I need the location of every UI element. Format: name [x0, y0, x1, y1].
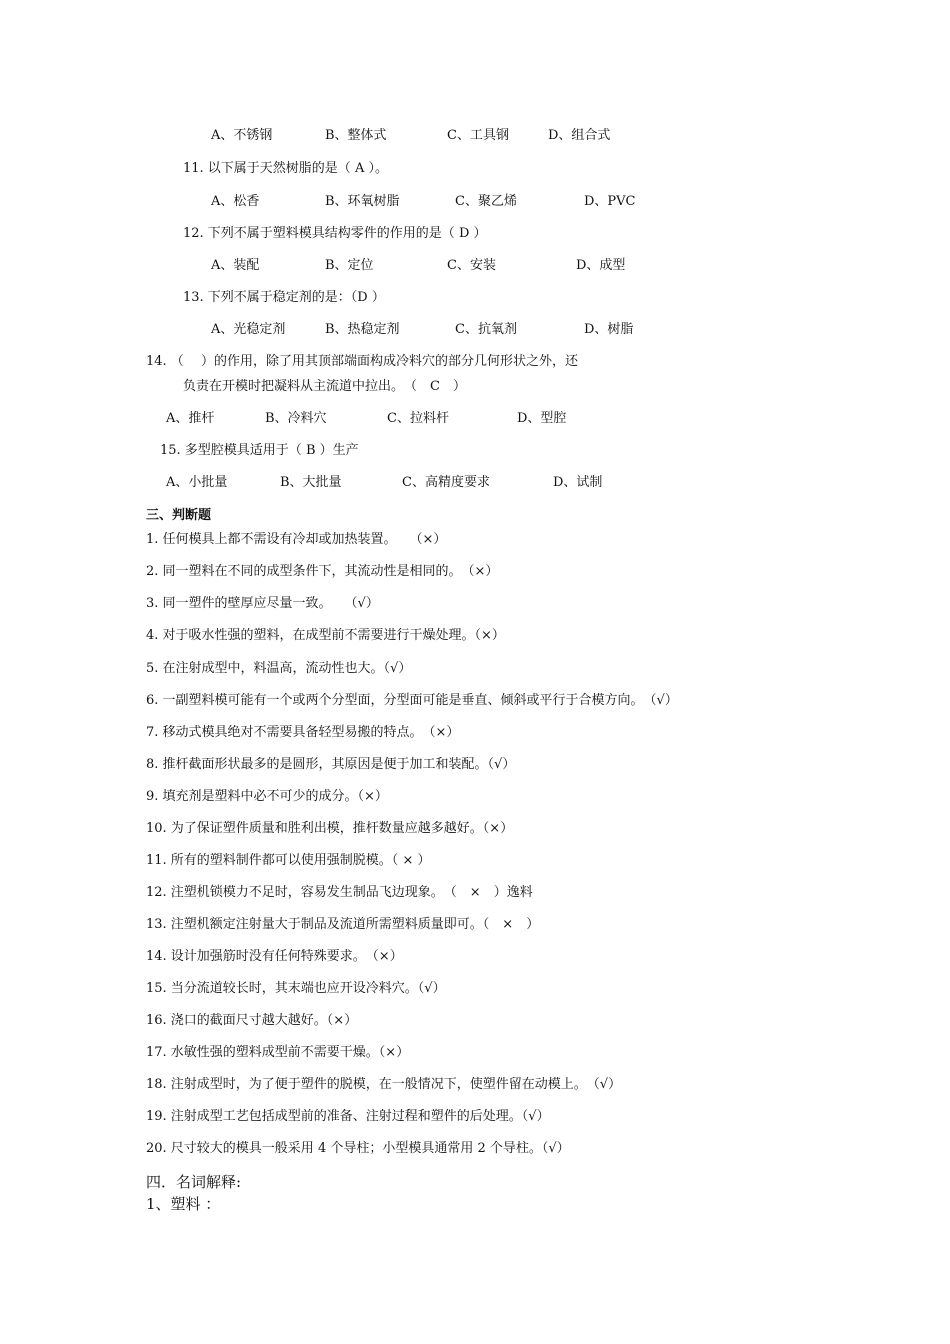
q11-option-a: A、松香 — [211, 194, 260, 209]
q11-option-c: C、聚乙烯 — [455, 194, 517, 209]
q14-option-b: B、冷料穴 — [265, 411, 327, 426]
tf-item-14: 14. 设计加强筋时没有任何特殊要求。 （×） — [146, 949, 403, 964]
tf-item-4: 4. 对于吸水性强的塑料，在成型前不需要进行干燥处理。（×） — [146, 628, 505, 643]
q10-option-a: A、不锈钢 — [211, 128, 273, 143]
question-14-line2: 负责在开模时把凝料从主流道中拉出。 （ C ） — [183, 379, 466, 394]
tf-item-5: 5. 在注射成型中，料温高，流动性也大。（√） — [146, 661, 412, 676]
q13-option-b: B、热稳定剂 — [325, 322, 400, 337]
q12-option-a: A、装配 — [211, 258, 260, 273]
q15-option-b: B、大批量 — [280, 475, 342, 490]
tf-item-15: 15. 当分流道较长时，其末端也应开设冷料穴。（√） — [146, 981, 446, 996]
q13-option-a: A、光稳定剂 — [211, 322, 286, 337]
q12-option-c: C、安装 — [447, 258, 496, 273]
q11-option-b: B、环氧树脂 — [325, 194, 400, 209]
tf-item-19: 19. 注射成型工艺包括成型前的准备、注射过程和塑件的后处理。（√） — [146, 1109, 550, 1124]
tf-item-20: 20. 尺寸较大的模具一般采用 4 个导柱；小型模具通常用 2 个导柱。（√） — [146, 1141, 570, 1156]
true-false-heading: 三、判断题 — [146, 508, 212, 523]
q13-option-c: C、抗氧剂 — [455, 322, 517, 337]
tf-item-3: 3. 同一塑件的壁厚应尽量一致。 （√） — [146, 596, 379, 611]
q13-option-d: D、树脂 — [584, 322, 634, 337]
terms-heading: 四．名词解释: — [146, 1173, 242, 1191]
tf-item-13: 13. 注塑机额定注射量大于制品及流道所需塑料质量即可。（ × ） — [146, 917, 540, 932]
q14-option-c: C、拉料杆 — [387, 411, 449, 426]
tf-item-6: 6. 一副塑料模可能有一个或两个分型面，分型面可能是垂直、倾斜或平行于合模方向。 （√） — [146, 693, 678, 708]
tf-item-16: 16. 浇口的截面尺寸越大越好。（×） — [146, 1013, 358, 1028]
q15-option-c: C、高精度要求 — [402, 475, 490, 490]
tf-item-1: 1. 任何模具上都不需设有冷却或加热装置。 （×） — [146, 532, 447, 547]
q15-option-a: A、小批量 — [166, 475, 228, 490]
tf-item-18: 18. 注射成型时，为了便于塑件的脱模，在一般情况下，使塑件留在动模上。 （√） — [146, 1077, 622, 1092]
question-15: 15. 多型腔模具适用于（ B ）生产 — [160, 443, 359, 458]
q12-option-d: D、成型 — [576, 258, 626, 273]
q15-option-d: D、试制 — [553, 475, 603, 490]
question-11: 11. 以下属于天然树脂的是（ A ）。 — [183, 161, 388, 176]
tf-item-2: 2. 同一塑料在不同的成型条件下，其流动性是相同的。 （×） — [146, 564, 499, 579]
q14-option-a: A、推杆 — [166, 411, 215, 426]
tf-item-17: 17. 水敏性强的塑料成型前不需要干燥。（×） — [146, 1045, 410, 1060]
q10-option-c: C、工具钢 — [447, 128, 509, 143]
tf-item-7: 7. 移动式模具绝对不需要具备轻型易搬的特点。 （×） — [146, 725, 460, 740]
q10-option-b: B、整体式 — [325, 128, 387, 143]
q11-option-d: D、PVC — [584, 194, 636, 209]
q12-option-b: B、定位 — [325, 258, 374, 273]
tf-item-10: 10. 为了保证塑件质量和胜利出模，推杆数量应越多越好。（×） — [146, 821, 514, 836]
q14-option-d: D、型腔 — [517, 411, 567, 426]
tf-item-9: 9. 填充剂是塑料中必不可少的成分。（×） — [146, 789, 388, 804]
tf-item-12: 12. 注塑机锁模力不足时，容易发生制品飞边现象。 （ × ）逸料 — [146, 885, 533, 900]
tf-item-11: 11. 所有的塑料制件都可以使用强制脱模。（ × ） — [146, 853, 431, 868]
q10-option-d: D、组合式 — [548, 128, 611, 143]
question-12: 12. 下列不属于塑料模具结构零件的作用的是（ D ） — [183, 226, 487, 241]
question-14-line1: 14. （ ）的作用，除了用其顶部端面构成冷料穴的部分几何形状之外，还 — [146, 354, 578, 369]
question-13: 13. 下列不属于稳定剂的是：（D ） — [183, 290, 385, 305]
tf-item-8: 8. 推杆截面形状最多的是圆形，其原因是便于加工和装配。（√） — [146, 757, 516, 772]
terms-item-1: 1、塑料 ： — [146, 1195, 221, 1213]
